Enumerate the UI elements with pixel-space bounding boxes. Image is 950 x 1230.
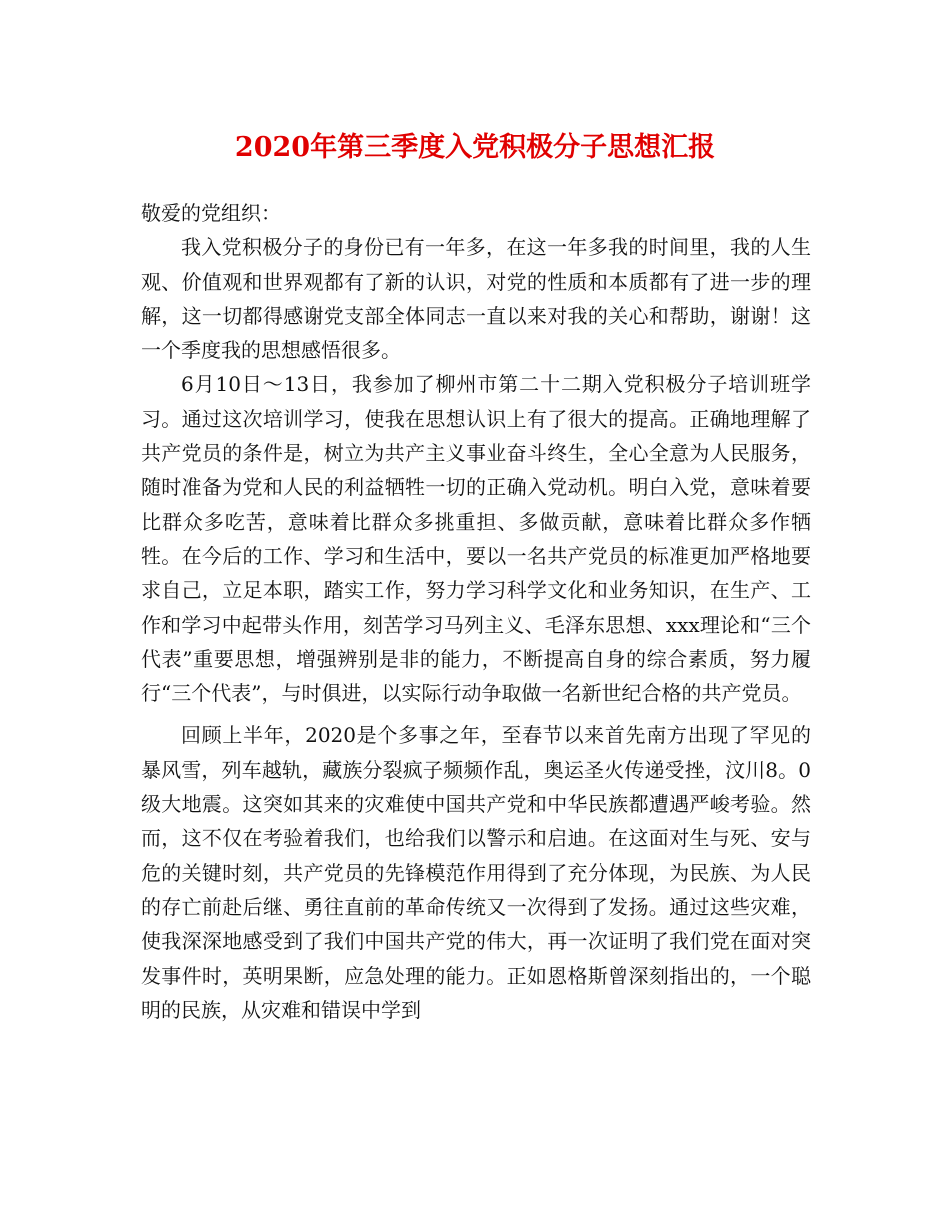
paragraph-2: 6月10日～13日，我参加了柳州市第二十二期入党积极分子培训班学习。通过这次培训学习，使我在思想认识上有了很大的提高。正确地理解了共产党员的条件是，树立为共产主义事业奋斗终生，全心全意为人民服务，随时准备为党和人民的利益牺牲一切的正确入党动机。明白入党，意味着要比群众多吃苦，意味着比群众多挑重担、多做贡献，意味着比群众多作牺牲。在今后的工作、学习和生活中，要以一名共产党员的标准更加严格地要求自己，立足本职，踏实工作，努力学习科学文化和业务知识，在生产、工作和学习中起带头作用，刻苦学习马列主义、毛泽东思想、xxx理论和“三个代表”重要思想，增强辨别是非的能力，不断提高自身的综合素质，努力履行“三个代表”，与时俱进，以实际行动争取做一名新世纪合格的共产党员。 — [141, 372, 811, 706]
paragraph-3: 回顾上半年，2020是个多事之年，至春节以来首先南方出现了罕见的暴风雪，列车越轨，藏族分裂疯子频频作乱，奥运圣火传递受挫，汶川8。0级大地震。这突如其来的灾难使中国共产党和中华民族都遭遇严峻考验。然而，这不仅在考验着我们，也给我们以警示和启迪。在这面对生与死、安与危的关键时刻，共产党员的先锋模范作用得到了充分体现，为民族、为人民的存亡前赴后继、勇往直前的革命传统又一次得到了发扬。通过这些灾难，使我深深地感受到了我们中国共产党的伟大，再一次证明了我们党在面对突发事件时，英明果断，应急处理的能力。正如恩格斯曾深刻指出的，一个聪明的民族，从灾难和错误中学到 — [141, 723, 811, 1022]
document-title: 2020年第三季度入党积极分子思想汇报 — [234, 132, 716, 163]
salutation: 敬爱的党组织： — [141, 201, 281, 225]
paragraph-1: 我入党积极分子的身份已有一年多，在这一年多我的时间里，我的人生观、价值观和世界观都有了新的认识，对党的性质和本质都有了进一步的理解，这一切都得感谢党支部全体同志一直以来对我的关心和帮助，谢谢！这一个季度我的思想感悟很多。 — [141, 235, 811, 363]
document-body — [141, 196, 811, 1027]
